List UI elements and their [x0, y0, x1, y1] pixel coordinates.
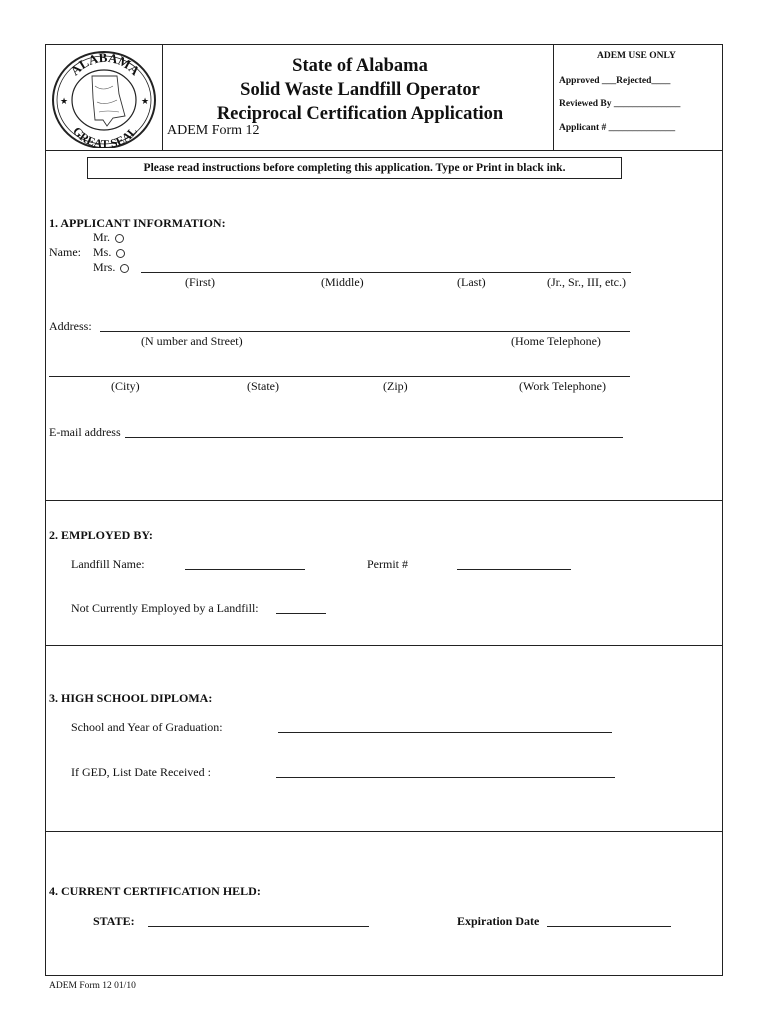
adem-use-heading: ADEM USE ONLY [597, 51, 676, 61]
seal-divider [162, 44, 163, 150]
city-caption: (City) [111, 379, 140, 393]
ms-label: Ms. [93, 245, 112, 259]
state-caption: (State) [247, 379, 279, 393]
zip-caption: (Zip) [383, 379, 408, 393]
svg-text:★: ★ [60, 96, 69, 106]
ms-radio[interactable] [116, 249, 125, 258]
email-label: E-mail address [49, 425, 121, 439]
not-employed-field[interactable] [276, 613, 326, 614]
ged-label: If GED, List Date Received : [71, 765, 211, 779]
title-option-mrs[interactable] [93, 260, 129, 275]
city-state-zip-field[interactable] [49, 376, 630, 377]
title-option-mr[interactable] [93, 230, 124, 245]
section1-heading: 1. APPLICANT INFORMATION: [49, 216, 226, 230]
mrs-radio[interactable] [120, 264, 129, 273]
permit-label: Permit # [367, 557, 408, 571]
landfill-name-label: Landfill Name: [71, 557, 145, 571]
title-line-3: Reciprocal Certification Application [216, 104, 504, 124]
name-field[interactable] [141, 272, 631, 273]
reviewed-by: Reviewed By ______________ [559, 99, 681, 109]
section1-divider [45, 500, 723, 501]
school-year-label: School and Year of Graduation: [71, 720, 223, 734]
email-field[interactable] [125, 437, 623, 438]
approved-rejected: Approved ___Rejected____ [559, 76, 671, 86]
title-option-ms[interactable] [93, 245, 125, 260]
applicant-number: Applicant # ______________ [559, 123, 676, 133]
title-line-1: State of Alabama [292, 56, 428, 76]
number-street-caption: (N umber and Street) [141, 334, 243, 348]
address-field[interactable] [100, 331, 630, 332]
section4-heading: 4. CURRENT CERTIFICATION HELD: [49, 884, 261, 898]
not-employed-label: Not Currently Employed by a Landfill: [71, 601, 259, 615]
form-name: ADEM Form 12 [167, 123, 260, 138]
mr-label: Mr. [93, 230, 111, 244]
section2-heading: 2. EMPLOYED BY: [49, 528, 153, 542]
cert-state-label: STATE: [93, 914, 135, 928]
header-divider [45, 150, 723, 151]
suffix-caption: (Jr., Sr., III, etc.) [547, 275, 626, 289]
cert-state-field[interactable] [148, 926, 369, 927]
mrs-label: Mrs. [93, 260, 116, 274]
expiration-label: Expiration Date [457, 914, 540, 928]
svg-text:★: ★ [141, 96, 150, 106]
section2-divider [45, 645, 723, 646]
work-phone-caption: (Work Telephone) [519, 379, 606, 393]
footer-form-id: ADEM Form 12 01/10 [49, 981, 136, 991]
ged-field[interactable] [276, 777, 615, 778]
mr-radio[interactable] [115, 234, 124, 243]
instructions-notice: Please read instructions before completing this application. Type or Print in black ink. [87, 157, 622, 179]
svg-text:ALABAMA: ALABAMA [67, 49, 143, 79]
permit-field[interactable] [457, 569, 571, 570]
home-phone-caption: (Home Telephone) [511, 334, 601, 348]
section3-divider [45, 831, 723, 832]
alabama-seal [47, 46, 161, 148]
last-caption: (Last) [457, 275, 486, 289]
expiration-field[interactable] [547, 926, 671, 927]
svg-text:GREAT SEAL: GREAT SEAL [69, 124, 140, 148]
landfill-name-field[interactable] [185, 569, 305, 570]
title-line-2: Solid Waste Landfill Operator [240, 80, 480, 100]
section3-heading: 3. HIGH SCHOOL DIPLOMA: [49, 691, 213, 705]
school-year-field[interactable] [278, 732, 612, 733]
name-label: Name: [49, 245, 81, 259]
adem-use-divider [553, 44, 554, 150]
middle-caption: (Middle) [321, 275, 364, 289]
first-caption: (First) [185, 275, 215, 289]
address-label: Address: [49, 319, 92, 333]
form-frame [45, 44, 723, 976]
